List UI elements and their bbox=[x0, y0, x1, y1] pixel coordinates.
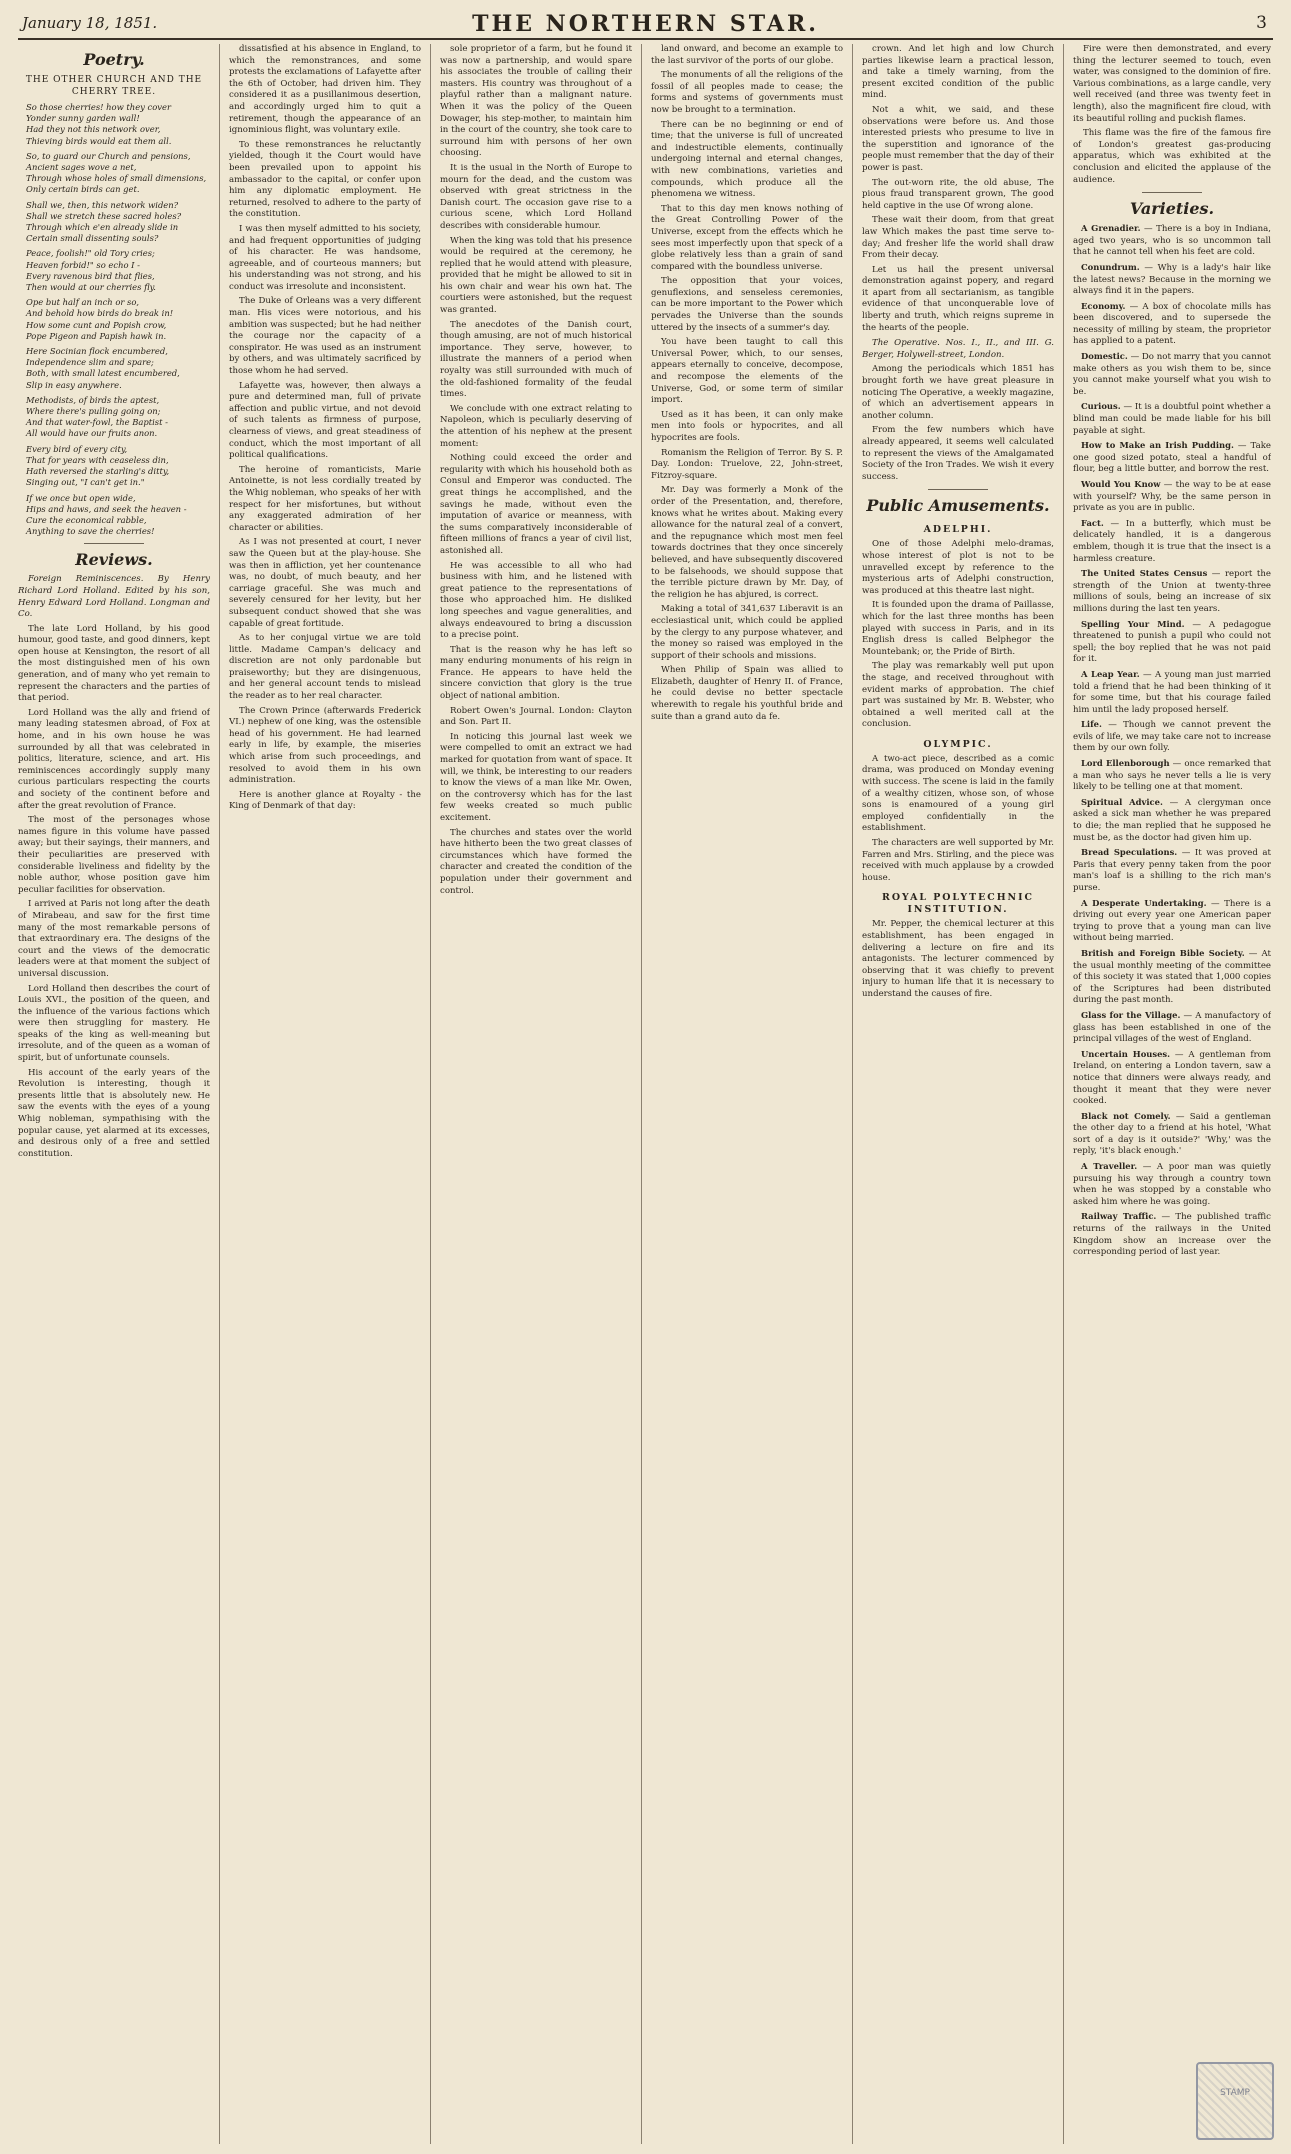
paragraph: Here is another glance at Royalty - the King of Denmark of that day: bbox=[229, 789, 421, 812]
poem-line: Ancient sages wove a net, bbox=[26, 162, 137, 173]
column-5 bbox=[862, 44, 1054, 2144]
variety-text: A gentleman from Ireland, on entering a London tavern, saw a notice that dinners were always ready, and thought it meant that they were never cooked. bbox=[1073, 1049, 1271, 1107]
column-2 bbox=[229, 44, 421, 2144]
paragraph: I arrived at Paris not long after the death of Mirabeau, and saw for the first time many of the most remarkable persons of that extraordinary era. The designs of the court and the views of the democratic leaders were at that moment the subject of universal discussion. bbox=[18, 899, 210, 979]
paragraph: As to her conjugal virtue we are told little. Madame Campan's delicacy and discretion are not only pardonable but praiseworthy; but they are disingenuous, and her general account tends to mislead the reader as to her real character. bbox=[229, 633, 421, 702]
paragraph: sole proprietor of a farm, but he found it was now a partnership, and would spare his associates the trouble of calling their masters. His country was throughout of a playful rather than a malignant nature. When it was the policy of the Queen Dowager, his step-mother, to maintain him in the court of the country, she took care to surround him with persons of her own choosing. bbox=[440, 44, 632, 159]
poem-line: Every ravenous bird that flies, bbox=[26, 270, 155, 281]
poem-line: Heaven forbid!" so echo I - bbox=[26, 259, 140, 270]
poem-line: Hath reversed the starling's ditty, bbox=[26, 466, 170, 477]
olympic-body bbox=[862, 754, 1054, 885]
variety-item: Lord Ellenborough — once remarked that a man who says he never tells a lie is very likely to be telling one at that moment. bbox=[1073, 758, 1271, 793]
column-4-body bbox=[651, 44, 843, 723]
poetry-heading: Poetry. bbox=[83, 50, 145, 69]
poem-line: All would have our fruits anon. bbox=[26, 428, 158, 439]
paragraph: From the few numbers which have already appeared, it seems well calculated to represent the views of the Amalgamated Society of the Iron Trades. We wish it every success. bbox=[862, 425, 1054, 482]
variety-text: A manufactory of glass has been established in one of the principal villages of the west of England. bbox=[1073, 1010, 1271, 1045]
variety-text: Though we cannot prevent the evils of life, we may take care not to increase them by our own folly. bbox=[1073, 720, 1271, 754]
poem-line: Ope but half an inch or so, bbox=[26, 297, 140, 308]
poem-line: That for years with ceaseless din, bbox=[26, 454, 169, 465]
variety-text: A clergyman once asked a sick man whether he was prepared to die; the man replied that he supposed he must be, as the doctor had given him up. bbox=[1073, 797, 1271, 843]
variety-item: A Traveller. — A poor man was quietly pursuing his way through a country town when he was stopped by a constable who asked him where he was going. bbox=[1073, 1161, 1271, 1207]
stamp-label: STAMP bbox=[1220, 2088, 1250, 2098]
column-rule bbox=[641, 44, 642, 2144]
variety-item: Domestic. — Do not marry that you cannot make others as you wish them to be, since you cannot make yourself what you wish to be. bbox=[1073, 351, 1271, 397]
variety-heading: Spiritual Advice. bbox=[1081, 796, 1163, 807]
poem-line: Thieving birds would eat them all. bbox=[26, 135, 172, 146]
poem-line: Shall we, then, this network widen? bbox=[26, 199, 179, 210]
poem-line: Anything to save the cherries! bbox=[26, 526, 155, 537]
variety-text: There is a driving out every year one American paper trying to prove that a young man can live without being married. bbox=[1073, 898, 1271, 944]
paragraph: The Crown Prince (afterwards Frederick VI.) nephew of one king, was the ostensible head of his government. He had learned early in life, by example, the miseries which arise from such proceedings, and resolved to avoid them in his own administration. bbox=[229, 705, 421, 786]
variety-item: Fact. — In a butterfly, which must be delicately handled, it is a dangerous emblem, though it is true that the insect is a harmless creature. bbox=[1073, 517, 1271, 564]
column-rule bbox=[1063, 44, 1064, 2144]
variety-item: Uncertain Houses. — A gentleman from Ireland, on entering a London tavern, saw a notice that dinners were always ready, and thought it meant that they were never cooked. bbox=[1073, 1048, 1271, 1107]
variety-text: There is a boy in Indiana, aged two years, who is so uncommon tall that he cannot tell when his feet are cold. bbox=[1073, 224, 1271, 258]
variety-heading: Life. bbox=[1081, 719, 1102, 730]
variety-heading: Uncertain Houses. bbox=[1081, 1048, 1171, 1059]
paragraph: His account of the early years of the Revolution is interesting, though it presents little that is absolutely new. He saw the events with the eyes of a young Whig nobleman, sympathising with the popular cause, yet alarmed at its excesses, and desirous only of a free and settled constitution. bbox=[18, 1067, 210, 1159]
paragraph: Used as it has been, it can only make men into fools or hypocrites, and all hypocrites are fools. bbox=[651, 409, 843, 443]
review-body bbox=[18, 624, 210, 1161]
variety-heading: Would You Know bbox=[1081, 479, 1161, 489]
variety-item: Spiritual Advice. — A clergyman once asked a sick man whether he was prepared to die; the man replied that he supposed he must be, as the doctor had given him up. bbox=[1073, 796, 1271, 843]
operative-review-heading: The Operative. Nos. I., II., and III. G. Berger, Holywell-street, London. bbox=[862, 338, 1054, 360]
poem-line: Slip in easy anywhere. bbox=[26, 379, 122, 390]
variety-heading: Railway Traffic. bbox=[1081, 1211, 1157, 1222]
column-5-body bbox=[862, 44, 1054, 334]
variety-text: A poor man was quietly pursuing his way through a country town when he was stopped by a constable who asked him where he was going. bbox=[1073, 1162, 1271, 1207]
variety-text: Do not marry that you cannot make others as you wish them to be, since you cannot make yourself what you wish to be. bbox=[1073, 352, 1271, 397]
public-amusements-heading: Public Amusements. bbox=[866, 496, 1050, 516]
poem-line: Peace, foolish!" old Tory cries; bbox=[26, 248, 155, 259]
variety-heading: A Desperate Undertaking. bbox=[1081, 897, 1207, 908]
paragraph: You have been taught to call this Universal Power, which, to our senses, appears eternally to conceive, decompose, and recompose the elements of the Universe, God, or some term of similar import. bbox=[651, 337, 843, 406]
variety-text: It was proved at Paris that every penny taken from the poor man's loaf is a shilling to the rich man's purse. bbox=[1073, 848, 1271, 893]
variety-item: A Grenadier. — There is a boy in Indiana, aged two years, who is so uncommon tall that he cannot tell when his feet are cold. bbox=[1073, 223, 1271, 258]
paragraph: land onward, and become an example to the last survivor of the ports of our globe. bbox=[651, 44, 843, 66]
paragraph: The most of the personages whose names figure in this volume have passed away; but their sayings, their manners, and their peculiarities are preserved with considerable liveliness and fidelity by the noble author, whose position gave him peculiar facilities for observation. bbox=[18, 815, 210, 895]
variety-heading: A Traveller. bbox=[1081, 1161, 1138, 1172]
paragraph: When Philip of Spain was allied to Elizabeth, daughter of Henry II. of France, he could devise no better spectacle wherewith to regale his youthful bride and suite than a grand auto da fe. bbox=[651, 665, 843, 722]
variety-item: Glass for the Village. — A manufactory of glass has been established in one of the principal villages of the west of England. bbox=[1073, 1009, 1271, 1045]
variety-text: Said a gentleman the other day to a friend at his hotel, 'What sort of a day is it outside?' 'Why,' was the reply, 'it's black enough.' bbox=[1073, 1111, 1271, 1157]
variety-heading: British and Foreign Bible Society. bbox=[1081, 947, 1245, 958]
separator-rule bbox=[84, 543, 144, 544]
paragraph: The monuments of all the religions of the fossil of all peoples made to cease; the forms and systems of governments must now be brought to a termination. bbox=[651, 70, 843, 115]
reviews-heading: Reviews. bbox=[75, 550, 153, 570]
column-3 bbox=[440, 44, 632, 2144]
variety-heading: Glass for the Village. bbox=[1081, 1009, 1181, 1020]
paragraph: Robert Owen's Journal. London: Clayton and Son. Part II. bbox=[440, 705, 632, 728]
poem-line: Independence slim and spare; bbox=[26, 357, 154, 368]
issue-date: January 18, 1851. bbox=[22, 14, 158, 32]
variety-heading: Fact. bbox=[1081, 517, 1104, 528]
variety-text: A young man just married told a friend that he had been thinking of it for some time, but that his courage failed him until the lady proposed herself. bbox=[1073, 669, 1271, 715]
varieties-list bbox=[1073, 223, 1271, 1259]
poem-line: Through which e'en already slide in bbox=[26, 222, 179, 233]
variety-item: Conundrum. — Why is a lady's hair like the latest news? Because in the morning we always find it in the papers. bbox=[1073, 261, 1271, 297]
poem-line: Certain small dissenting souls? bbox=[26, 233, 159, 244]
olympic-heading: OLYMPIC. bbox=[923, 738, 993, 750]
paragraph: The churches and states over the world have hitherto been the two great classes of circumstances which have formed the character and created the condition of the population under their government and control. bbox=[440, 827, 632, 896]
poem-line: Pope Pigeon and Papish hawk in. bbox=[26, 330, 167, 341]
variety-text: the way to be at ease with yourself? Why, be the same person in private as you are in public. bbox=[1073, 480, 1271, 514]
variety-text: In a butterfly, which must be delicately handled, it is a dangerous emblem, though it is true that the insect is a harmless creature. bbox=[1073, 518, 1271, 564]
poem-line: How some cunt and Popish crow, bbox=[26, 319, 167, 330]
polytechnic-body bbox=[862, 919, 1054, 1000]
poem-line: Where there's pulling going on; bbox=[26, 406, 161, 417]
paragraph: That is the reason why he has left so many enduring monuments of his reign in France. He appears to have held the sincere conviction that glory is the true object of national ambition. bbox=[440, 644, 632, 702]
newspaper-title: THE NORTHERN STAR. bbox=[472, 11, 819, 37]
variety-heading: Spelling Your Mind. bbox=[1081, 618, 1185, 629]
paragraph: dissatisfied at his absence in England, to which the remonstrances, and some protests the exclamations of Lafayette after the 6th of October, had driven him. They considered it as a pusillanimous desertion, and accordingly urged him to quit a retirement, though the appearance of an ignominious flight, was voluntary exile. bbox=[229, 44, 421, 136]
poem-line: Every bird of every city, bbox=[26, 443, 128, 454]
paragraph: Nothing could exceed the order and regularity with which his household both as Consul and Emperor was conducted. The great things he accomplished, and the savings he made, without even the imputation of avarice or meanness, with the sums comparatively inconsiderable of fifteen millions of francs a year of civil list, astonished all. bbox=[440, 453, 632, 556]
column-3-body bbox=[440, 44, 632, 897]
paragraph: There can be no beginning or end of time; that the universe is full of uncreated and indestructible elements, continually undergoing internal and eternal changes, with new combinations, varieties and compounds, which produce all the phenomena we witness. bbox=[651, 119, 843, 200]
poem-line: Only certain birds can get. bbox=[26, 184, 140, 195]
paragraph: Lord Holland was the ally and friend of many leading statesmen abroad, of Fox at home, and in his own house he was surrounded by all that was celebrated in politics, literature, science, and art. His reminiscences accordingly supply many curious particulars respecting the courts and society of the continent before and after the great revolution of France. bbox=[18, 707, 210, 811]
column-2-body bbox=[229, 44, 421, 813]
poem-line: Through whose holes of small dimensions, bbox=[26, 173, 207, 184]
variety-heading: The United States Census bbox=[1081, 568, 1208, 579]
poem-title: THE OTHER CHURCH AND THE CHERRY TREE. bbox=[25, 75, 203, 97]
masthead bbox=[18, 8, 1273, 40]
variety-text: It is a doubtful point whether a blind man could be made liable for his bill payable at sight. bbox=[1073, 402, 1271, 436]
poem-line: And that water-fowl, the Baptist - bbox=[26, 417, 168, 428]
variety-text: Take one good sized potato, steal a handful of flour, beg a little butter, and borrow the rest. bbox=[1073, 441, 1271, 475]
column-rule bbox=[219, 44, 220, 2144]
paragraph: In noticing this journal last week we were compelled to omit an extract we had marked for quotation from want of space. It will, we think, be interesting to our readers to know the views of a man like Mr. Owen, on the controversy which has for the last few weeks created so much public excitement. bbox=[440, 731, 632, 823]
poem-line: Here Socinian flock encumbered, bbox=[26, 346, 168, 357]
paragraph: It is founded upon the drama of Paillasse, which for the last three months has been played with success in Paris, and in its English dress is called Belphegor the Mountebank; or, the Pride of Birth. bbox=[862, 600, 1054, 657]
poem-line: Yonder sunny garden wall! bbox=[26, 113, 140, 124]
poem-line: Cure the economical rabble, bbox=[26, 514, 147, 525]
paragraph: The out-worn rite, the old abuse, The pious fraud transparent grown, The good held captive in the use Of wrong alone. bbox=[862, 177, 1054, 211]
paragraph: Romanism the Religion of Terror. By S. P. Day. London: Truelove, 22, John-street, Fitzroy-square. bbox=[651, 447, 843, 481]
poem-line: Both, with small latest encumbered, bbox=[26, 368, 180, 379]
adelphi-heading: ADELPHI. bbox=[923, 524, 993, 536]
paragraph: When the king was told that his presence would be required at the ceremony, he replied that he would attend with pleasure, provided that he might be allowed to sit in his own chair and wear his own hat. The courtiers were astonished, but the request was granted. bbox=[440, 235, 632, 316]
separator-rule bbox=[1142, 192, 1202, 193]
variety-heading: How to Make an Irish Pudding. bbox=[1081, 440, 1234, 451]
variety-heading: Domestic. bbox=[1081, 351, 1128, 362]
variety-text: Why is a lady's hair like the latest news? Because in the morning we always find it in the papers. bbox=[1073, 262, 1271, 297]
paragraph: It is the usual in the North of Europe to mourn for the dead, and the custom was observed with great strictness in the Danish court. The occasion gave rise to a curious scene, which Lord Holland describes with considerable humour. bbox=[440, 162, 632, 231]
poem-line: Shall we stretch these sacred holes? bbox=[26, 210, 182, 221]
paragraph: To these remonstrances he reluctantly yielded, though it the Court would have been prevailed upon to appoint his ambassador to the capital, or confer upon him any diplomatic employment. He returned, resolved to adhere to the party of the constitution. bbox=[229, 139, 421, 220]
variety-item: British and Foreign Bible Society. — At the usual monthly meeting of the committee of this society it was stated that 1,000 copies of the Scriptures had been distributed during the past month. bbox=[1073, 947, 1271, 1006]
paragraph: He was accessible to all who had business with him, and he listened with great patience to the representations of those who approached him. He disliked long speeches and vague generalities, and always endeavoured to bring a discussion to a precise point. bbox=[440, 560, 632, 641]
poem-line: And behold how birds do break in! bbox=[26, 308, 174, 319]
poem-line: Had they not this network over, bbox=[26, 124, 161, 135]
column-rule bbox=[852, 44, 853, 2144]
paragraph: This flame was the fire of the famous fire of London's greatest gas-producing apparatus, which was exhibited at the conclusion and elicited the applause of the audience. bbox=[1073, 128, 1271, 185]
operative-review-body bbox=[862, 364, 1054, 483]
column-6-body bbox=[1073, 44, 1271, 186]
variety-text: A box of chocolate mills has been discovered, and to supersede the necessity of milling by steam, the proprietor has applied to a patent. bbox=[1073, 301, 1271, 347]
paragraph: I was then myself admitted to his society, and had frequent opportunities of judging of his character. He was handsome, agreeable, and of courteous manners; but his understanding was not strong, and his conduct was irresolute and inconsistent. bbox=[229, 223, 421, 292]
variety-text: once remarked that a man who says he never tells a lie is very likely to be telling one at that moment. bbox=[1073, 759, 1271, 793]
variety-text: At the usual monthly meeting of the committee of this society it was stated that 1,000 copies of the Scriptures had been distributed during the past month. bbox=[1073, 948, 1271, 1006]
variety-item: Spelling Your Mind. — A pedagogue threatened to punish a pupil who could not spell; the boy replied that he was not paid for it. bbox=[1073, 618, 1271, 665]
columns-container bbox=[18, 44, 1273, 2144]
paragraph: The Duke of Orleans was a very different man. His vices were notorious, and his ambition was suspected; but he had neither the courage nor the capacity of a conspirator. He was used as an instrument by others, and was ultimately sacrificed by those whom he had served. bbox=[229, 296, 421, 377]
variety-heading: A Leap Year. bbox=[1081, 668, 1140, 679]
variety-item: A Leap Year. — A young man just married told a friend that he had been thinking of it for some time, but that his courage failed him until the lady proposed herself. bbox=[1073, 668, 1271, 715]
variety-heading: Conundrum. bbox=[1081, 261, 1140, 272]
poem-line: If we once but open wide, bbox=[26, 492, 136, 503]
paragraph: We conclude with one extract relating to Napoleon, which is peculiarly deserving of the attention of his nephew at the present moment: bbox=[440, 403, 632, 449]
variety-item: Black not Comely. — Said a gentleman the other day to a friend at his hotel, 'What sort of a day is it outside?' 'Why,' was the reply, 'it's black enough.' bbox=[1073, 1110, 1271, 1157]
variety-item: A Desperate Undertaking. — There is a driving out every year one American paper trying to prove that a young man can live without being married. bbox=[1073, 897, 1271, 944]
variety-text: A pedagogue threatened to punish a pupil who could not spell; the boy replied that he was not paid for it. bbox=[1073, 619, 1271, 665]
polytechnic-heading: ROYAL POLYTECHNIC INSTITUTION. bbox=[882, 892, 1034, 916]
paragraph: crown. And let high and low Church parties likewise learn a practical lesson, and take a timely warning, from the present excited condition of the public mind. bbox=[862, 44, 1054, 101]
variety-item: How to Make an Irish Pudding. — Take one good sized potato, steal a handful of flour, beg a little butter, and borrow the rest. bbox=[1073, 440, 1271, 475]
column-4 bbox=[651, 44, 843, 2144]
poem bbox=[18, 102, 210, 537]
varieties-heading: Varieties. bbox=[1129, 199, 1215, 219]
column-1 bbox=[18, 44, 210, 2144]
paragraph: Let us hail the present universal demonstration against popery, and regard it apart from all sectarianism, as tangible evidence of that unconquerable love of liberty and truth, which reigns supreme in the hearts of the people. bbox=[862, 264, 1054, 333]
variety-item: Curious. — It is a doubtful point whether a blind man could be made liable for his bill payable at sight. bbox=[1073, 401, 1271, 436]
paragraph: Not a whit, we said, and these observations were before us. And those interested priests who presume to live in the superstition and ignorance of the people must remember that the day of their power is past. bbox=[862, 104, 1054, 173]
variety-item: Life. — Though we cannot prevent the evils of life, we may take care not to increase them by our own folly. bbox=[1073, 719, 1271, 754]
postage-stamp-mark bbox=[1196, 2062, 1274, 2140]
paragraph: Lafayette was, however, then always a pure and determined man, full of private affection and public virtue, and not devoid of such talents as firmness of purpose, clearness of views, and great steadiness of conduct, which the most important of all political qualifications. bbox=[229, 380, 421, 461]
paragraph: One of those Adelphi melo-dramas, whose interest of plot is not to be unravelled except by reference to the mysterious arts of Adelphi construction, was produced at this theatre last night. bbox=[862, 539, 1054, 596]
poem-line: So those cherries! how they cover bbox=[26, 102, 171, 112]
paragraph: Among the periodicals which 1851 has brought forth we have great pleasure in noticing The Operative, a weekly magazine, of which an advertisement appears in another column. bbox=[862, 364, 1054, 421]
poem-line: Then would at our cherries fly. bbox=[26, 282, 156, 293]
variety-heading: A Grenadier. bbox=[1081, 223, 1141, 234]
variety-text: report the strength of the Union at twenty-three millions of souls, being an increase of six millions during the last ten years. bbox=[1073, 569, 1271, 614]
variety-heading: Curious. bbox=[1081, 401, 1121, 412]
paragraph: These wait their doom, from that great law Which makes the past time serve to-day; And fresher life the world shall draw From their decay. bbox=[862, 215, 1054, 261]
variety-heading: Bread Speculations. bbox=[1081, 847, 1178, 858]
variety-item: Bread Speculations. — It was proved at Paris that every penny taken from the poor man's loaf is a shilling to the rich man's purse. bbox=[1073, 847, 1271, 893]
paragraph: The opposition that your voices, genuflexions, and senseless ceremonies, can be more important to the Power which pervades the Universe than the sounds uttered by the insects of a summer's day. bbox=[651, 276, 843, 333]
variety-heading: Economy. bbox=[1081, 300, 1126, 311]
paragraph: Making a total of 341,637 Liberavit is an ecclesiastical unit, which could be applied by the clergy to any purpose whatever, and the money so raised was employed in the support of their schools and missions. bbox=[651, 604, 843, 661]
separator-rule bbox=[928, 489, 988, 490]
paragraph: Mr. Day was formerly a Monk of the order of the Presentation, and, therefore, knows what he writes about. Making every allowance for the natural zeal of a convert, and the repugnance which most men feel towards doctrines that they once sincerely believed, and have subsequently discovered to be falsehoods, we should suppose that the terrible picture drawn by Mr. Day, of the religion he has abjured, is correct. bbox=[651, 485, 843, 600]
paragraph: Lord Holland then describes the court of Louis XVI., the position of the queen, and the influence of the various factions which were then struggling for mastery. He speaks of the king as well-meaning but irresolute, and of the queen as a woman of spirit, but of unfortunate counsels. bbox=[18, 983, 210, 1064]
variety-item: Economy. — A box of chocolate mills has been discovered, and to supersede the necessity of milling by steam, the proprietor has applied to a patent. bbox=[1073, 300, 1271, 347]
poem-line: Singing out, "I can't get in." bbox=[26, 477, 145, 488]
poem-line: Methodists, of birds the aptest, bbox=[26, 394, 160, 405]
paragraph: The heroine of romanticists, Marie Antoinette, is not less cordially treated by the Whig nobleman, who speaks of her with respect for her misfortunes, but without any exaggerated admiration of her character or abilities. bbox=[229, 464, 421, 533]
paragraph: That to this day men knows nothing of the Great Controlling Power of the Universe, except from the effects which he sees most imperfectly upon that speck of a globe relatively less than a grain of sand compared with the boundless universe. bbox=[651, 203, 843, 272]
paragraph: Fire were then demonstrated, and every thing the lecturer seemed to touch, even water, was consigned to the dominion of fire. Various combinations, as a large candle, very well received (and three was twenty feet in length), also the magnificent fire cloud, with its beautiful rolling and puckish flames. bbox=[1073, 44, 1271, 124]
paragraph: The anecdotes of the Danish court, though amusing, are not of much historical importance. They serve, however, to illustrate the manners of a period when royalty was still surrounded with much of the old-fashioned formality of the feudal times. bbox=[440, 319, 632, 400]
paragraph: A two-act piece, described as a comic drama, was produced on Monday evening with success. The scene is laid in the family of a wealthy citizen, whose son, of whose sons is enamoured of a young girl employed confidentially in the establishment. bbox=[862, 753, 1054, 834]
poem-line: Hips and haws, and seek the heaven - bbox=[26, 503, 187, 514]
column-rule bbox=[430, 44, 431, 2144]
variety-heading: Lord Ellenborough bbox=[1081, 758, 1170, 769]
paragraph: The play was remarkably well put upon the stage, and received throughout with evident marks of approbation. The chief part was sustained by Mr. B. Webster, who obtained a well merited call at the conclusion. bbox=[862, 661, 1054, 730]
poem-line: So, to guard our Church and pensions, bbox=[26, 150, 191, 161]
paragraph: Mr. Pepper, the chemical lecturer at this establishment, has been engaged in delivering a lecture on fire and its antagonists. The lecturer commenced by observing that it was chiefly to prevent injury to human life that it is necessary to understand the causes of fire. bbox=[862, 919, 1054, 999]
page-number: 3 bbox=[1256, 13, 1267, 33]
review-heading: Foreign Reminiscences. By Henry Richard Lord Holland. Edited by his son, Henry Edward Lord Holland. Longman and Co. bbox=[18, 574, 210, 620]
variety-item: Railway Traffic. — The published traffic returns of the railways in the United Kingdom show an increase over the corresponding period of last year. bbox=[1073, 1211, 1271, 1258]
adelphi-body bbox=[862, 539, 1054, 731]
paragraph: As I was not presented at court, I never saw the Queen but at the play-house. She was then in affliction, yet her countenance was, no doubt, of much beauty, and her carriage graceful. She was much and severely censured for her levity, but her subsequent conduct showed that she was capable of great fortitude. bbox=[229, 537, 421, 629]
column-6 bbox=[1073, 44, 1271, 2144]
paragraph: The characters are well supported by Mr. Farren and Mrs. Stirling, and the piece was received with much applause by a crowded house. bbox=[862, 838, 1054, 883]
variety-text: The published traffic returns of the railways in the United Kingdom show an increase over the corresponding period of last year. bbox=[1073, 1212, 1271, 1258]
variety-heading: Black not Comely. bbox=[1081, 1110, 1171, 1121]
variety-item: Would You Know — the way to be at ease with yourself? Why, be the same person in private as you are in public. bbox=[1073, 479, 1271, 514]
variety-item: The United States Census — report the strength of the Union at twenty-three millions of souls, being an increase of six millions during the last ten years. bbox=[1073, 568, 1271, 614]
paragraph: The late Lord Holland, by his good humour, good taste, and good dinners, kept open house at Kensington, the resort of all the most distinguished men of his own generation, and of many who yet remain to represent the characters and the parties of that period. bbox=[18, 623, 210, 704]
